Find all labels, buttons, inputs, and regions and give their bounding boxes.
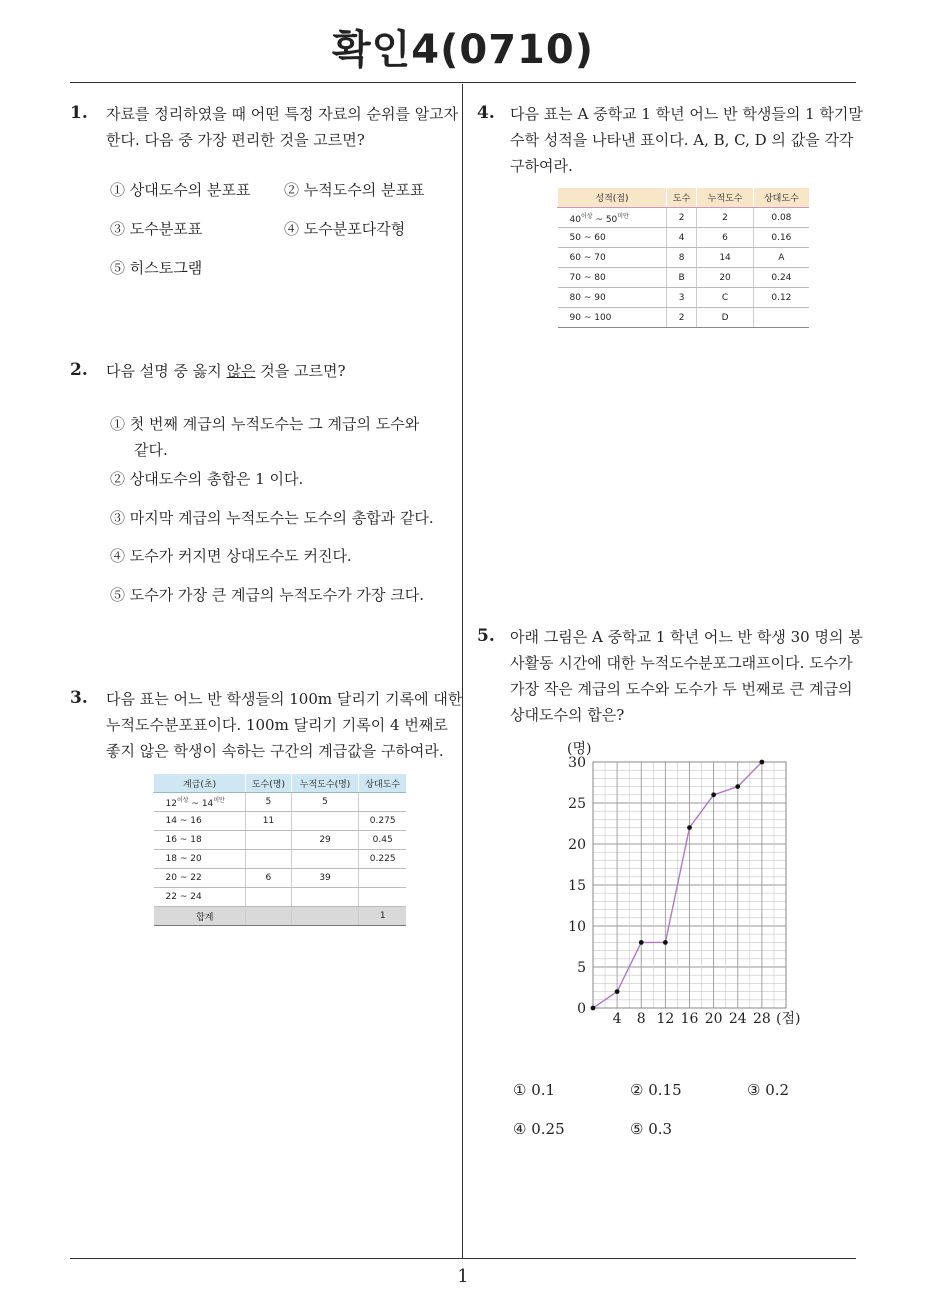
table-cell: 22 ~ 24 <box>154 888 246 907</box>
y-tick-label: 25 <box>568 796 586 812</box>
x-tick-label: 16 <box>680 1011 699 1027</box>
table-cell: 14 ~ 16 <box>154 812 246 831</box>
table-cell: 0.08 <box>753 208 809 228</box>
question-text <box>510 101 863 179</box>
table-cell: 0.225 <box>359 850 406 869</box>
choice-3[interactable]: ③ 도수분포표 <box>110 220 203 238</box>
x-tick-label: 28 <box>752 1011 771 1027</box>
table-cell: 29 <box>291 831 359 850</box>
table-cell: 20 ~ 22 <box>154 869 246 888</box>
choice-3[interactable]: ③ 마지막 계급의 누적도수는 도수의 총합과 같다. <box>110 509 434 527</box>
data-point <box>663 940 668 945</box>
y-tick-label: 20 <box>568 837 586 853</box>
table-cell: 5 <box>291 793 359 812</box>
x-tick-label: 8 <box>636 1011 646 1027</box>
data-point <box>639 940 644 945</box>
cumulative-frequency-table <box>153 774 406 926</box>
table-cell: 합계 <box>154 907 246 926</box>
choice-1[interactable]: ① 상대도수의 분포표 <box>110 181 251 199</box>
table-cell: 6 <box>697 228 753 248</box>
y-tick-label: 15 <box>568 878 586 894</box>
data-point <box>711 792 716 797</box>
table-cell: A <box>753 248 809 268</box>
question-line: 아래 그림은 A 중학교 1 학년 어느 반 학생 30 명의 봉 <box>510 628 863 646</box>
chart-grid <box>593 762 786 1008</box>
table-cell: 70 ~ 80 <box>558 268 667 288</box>
table-cell <box>291 850 359 869</box>
table-cell: 0.275 <box>359 812 406 831</box>
x-axis-label: (점) <box>776 1011 801 1027</box>
column-header: 도수(명) <box>246 774 292 793</box>
page-number: 1 <box>457 1266 469 1287</box>
table-row <box>558 308 810 328</box>
question-number: 5. <box>477 626 495 646</box>
table-header-row <box>558 188 810 208</box>
table-cell <box>246 850 292 869</box>
table-row <box>558 228 810 248</box>
question-line: 사활동 시간에 대한 누적도수분포그래프이다. 도수가 <box>510 654 853 672</box>
question-text <box>106 358 346 384</box>
question-line: 좋지 않은 학생이 속하는 구간의 계급값을 구하여라. <box>106 742 444 760</box>
table-cell: B <box>666 268 696 288</box>
choice-4[interactable]: ④ 도수가 커지면 상대도수도 커진다. <box>110 547 352 565</box>
data-point <box>591 1006 596 1011</box>
x-tick-label: 20 <box>704 1011 723 1027</box>
score-frequency-table <box>557 188 809 328</box>
table-cell: 14 <box>697 248 753 268</box>
question-line: 가장 작은 계급의 도수와 도수가 두 번째로 큰 계급의 <box>510 680 853 698</box>
table-row <box>154 812 407 831</box>
table-cell: 4 <box>666 228 696 248</box>
choice-5[interactable]: ⑤ 도수가 가장 큰 계급의 누적도수가 가장 크다. <box>110 586 424 604</box>
x-tick-label: 12 <box>656 1011 675 1027</box>
y-tick-label: 5 <box>577 960 586 976</box>
choice-4[interactable]: ④ 0.25 <box>513 1120 565 1138</box>
table-cell: 60 ~ 70 <box>558 248 667 268</box>
table-cell: 2 <box>666 308 696 328</box>
cumulative-frequency-graph <box>555 736 815 1032</box>
table-cell: 16 ~ 18 <box>154 831 246 850</box>
table-cell <box>291 812 359 831</box>
choice-2[interactable]: ② 상대도수의 총합은 1 이다. <box>110 470 304 488</box>
x-tick-label: 4 <box>612 1011 622 1027</box>
question-line: 누적도수분포표이다. 100m 달리기 기록이 4 번째로 <box>106 716 448 734</box>
question-number: 2. <box>70 360 88 380</box>
cell-text: 12 <box>165 799 177 809</box>
table-cell: 90 ~ 100 <box>558 308 667 328</box>
data-point <box>615 989 620 994</box>
table-cell: 5 <box>246 793 292 812</box>
table-cell: 0.12 <box>753 288 809 308</box>
table-cell <box>291 888 359 907</box>
cell-text: 14 <box>201 799 214 809</box>
question-text <box>106 101 458 153</box>
table-cell: C <box>697 288 753 308</box>
question-text <box>510 624 863 728</box>
table-cell: 2 <box>666 208 696 228</box>
y-tick-label: 30 <box>568 755 586 771</box>
table-cell: 18 ~ 20 <box>154 850 246 869</box>
choice-1[interactable]: ① 첫 번째 계급의 누적도수는 그 계급의 도수와 <box>110 415 420 433</box>
column-header: 상대도수 <box>753 188 809 208</box>
choice-2[interactable]: ② 0.15 <box>630 1081 682 1099</box>
table-cell <box>246 831 292 850</box>
table-cell <box>246 888 292 907</box>
column-header: 누적도수 <box>697 188 753 208</box>
table-cell: 0.16 <box>753 228 809 248</box>
table-row <box>154 888 407 907</box>
column-header: 성적(점) <box>558 188 667 208</box>
choice-1-continued: 같다. <box>134 441 168 459</box>
table-cell: 3 <box>666 288 696 308</box>
y-axis-label: (명) <box>567 741 592 757</box>
y-tick-label: 0 <box>577 1001 586 1017</box>
y-tick-label: 10 <box>568 919 586 935</box>
column-divider <box>462 84 463 1258</box>
question-line: 수학 성적을 나타낸 표이다. A, B, C, D 의 값을 각각 <box>510 131 854 149</box>
table-cell: D <box>697 308 753 328</box>
table-row <box>558 268 810 288</box>
choice-4[interactable]: ④ 도수분포다각형 <box>284 220 406 238</box>
table-cell: 50 ~ 60 <box>558 228 667 248</box>
table-cell <box>359 888 406 907</box>
choice-1[interactable]: ① 0.1 <box>513 1081 556 1099</box>
table-cell: 8 <box>666 248 696 268</box>
choice-3[interactable]: ③ 0.2 <box>747 1081 790 1099</box>
table-row <box>558 288 810 308</box>
table-row <box>154 850 407 869</box>
underlined-word: 않은 <box>226 362 256 380</box>
table-row <box>558 208 810 228</box>
column-header: 도수 <box>666 188 696 208</box>
table-cell <box>246 907 292 926</box>
column-header: 누적도수(명) <box>291 774 359 793</box>
table-cell: $12^{이상}$ ~ $14^{미만}$ <box>154 793 246 812</box>
data-point <box>759 760 764 765</box>
column-header: 상대도수 <box>359 774 406 793</box>
cell-sup: 이상 <box>176 797 189 804</box>
cell-sup: 미만 <box>617 212 629 220</box>
table-cell: 39 <box>291 869 359 888</box>
x-tick-label: 24 <box>728 1011 747 1027</box>
question-line: 다음 표는 어느 반 학생들의 100m 달리기 기록에 대한 <box>106 690 463 708</box>
table-total-row <box>154 907 407 926</box>
table-cell: 0.24 <box>753 268 809 288</box>
choice-2[interactable]: ② 누적도수의 분포표 <box>284 181 425 199</box>
question-number: 1. <box>70 103 88 123</box>
choice-5[interactable]: ⑤ 히스토그램 <box>110 259 203 277</box>
table-header-row <box>154 774 407 793</box>
cell-sup: 미만 <box>213 797 225 804</box>
question-line: 상대도수의 합은? <box>510 706 625 724</box>
table-cell <box>753 308 809 328</box>
question-number: 4. <box>477 103 495 123</box>
cell-sup: 이상 <box>580 212 593 220</box>
data-point <box>687 825 692 830</box>
chart-ticks <box>568 755 771 1027</box>
header-divider <box>70 82 856 83</box>
table-cell: 80 ~ 90 <box>558 288 667 308</box>
table-cell: 11 <box>246 812 292 831</box>
table-cell <box>291 907 359 926</box>
table-cell: 1 <box>359 907 406 926</box>
table-cell: $40^{이상}$ ~ $50^{미만}$ <box>558 208 667 228</box>
cell-text: 50 <box>605 214 618 225</box>
table-cell <box>359 793 406 812</box>
data-point <box>735 784 740 789</box>
footer-divider <box>70 1258 856 1259</box>
question-text-part: 다음 설명 중 옳지 <box>106 362 227 380</box>
choice-5[interactable]: ⑤ 0.3 <box>630 1120 673 1138</box>
table-cell: 20 <box>697 268 753 288</box>
question-line: 구하여라. <box>510 157 573 175</box>
cell-text: 40 <box>569 214 581 225</box>
table-row <box>154 831 407 850</box>
table-cell: 2 <box>697 208 753 228</box>
column-header: 계급(초) <box>154 774 246 793</box>
table-cell: 0.45 <box>359 831 406 850</box>
question-text <box>106 686 462 764</box>
table-cell <box>359 869 406 888</box>
question-number: 3. <box>70 688 88 708</box>
table-row <box>558 248 810 268</box>
question-text-part: 것을 고르면? <box>255 362 346 380</box>
question-line: 다음 표는 A 중학교 1 학년 어느 반 학생들의 1 학기말 <box>510 105 863 123</box>
question-line: 자료를 정리하였을 때 어떤 특정 자료의 순위를 알고자 <box>106 105 459 123</box>
page-title: 확인4(0710) <box>331 27 594 73</box>
table-cell: 6 <box>246 869 292 888</box>
table-row <box>154 869 407 888</box>
question-line: 한다. 다음 중 가장 편리한 것을 고르면? <box>106 131 365 149</box>
table-row <box>154 793 407 812</box>
